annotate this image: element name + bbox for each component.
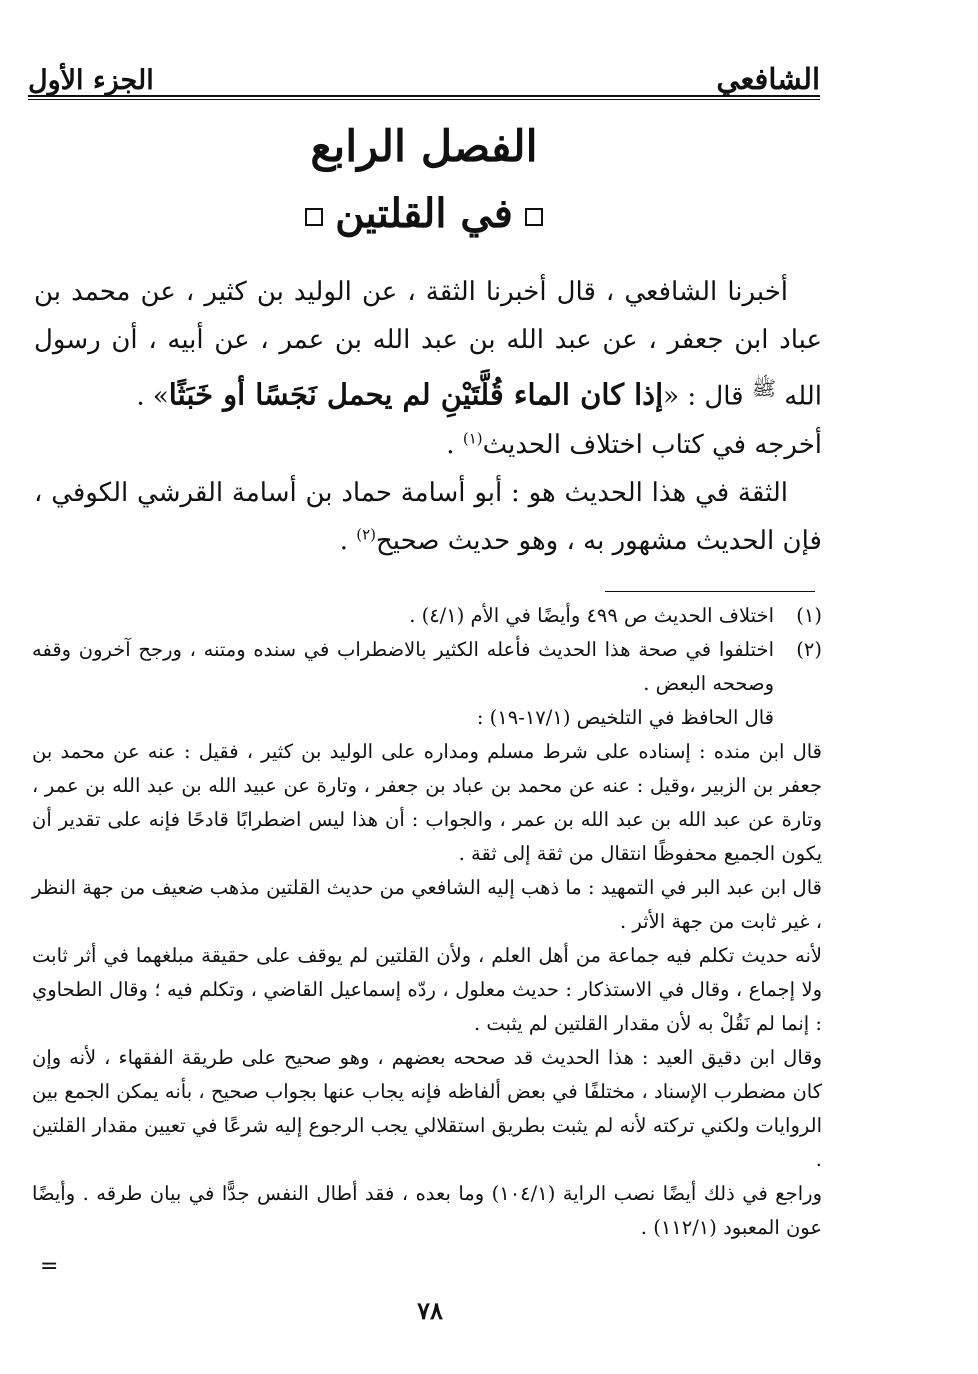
footnotes bbox=[32, 599, 822, 1245]
footnote-text: اختلاف الحديث ص ٤٩٩ وأيضًا في الأم (٤/١) . bbox=[409, 604, 774, 627]
takhrij-end: . bbox=[446, 429, 463, 460]
footnote-2 bbox=[32, 633, 822, 735]
thiqa-end: . bbox=[339, 525, 357, 556]
page-number: ٧٨ bbox=[417, 1296, 443, 1325]
quote-ibn-mandah: قال ابن منده : إسناده على شرط مسلم ومداره على الوليد بن كثير ، فقيل : عنه عن محمد بن جعفر بن الزبير ،وقيل : عنه عن محمد بن عباد بن جعفر ، وتارة عن عبيد الله بن عبد الله بن عمر ، وتارة عن عبد الله بن عبد الله بن عمر ، والجواب : أن هذا ليس اضطرابًا قادحًا فإنه على تقدير أن يكون الجميع محفوظًا انتقال من ثقة إلى ثقة . bbox=[32, 740, 822, 865]
takhrij-text: أخرجه في كتاب اختلاف الحديث bbox=[482, 429, 822, 460]
footnote-number: (٢) bbox=[796, 638, 822, 661]
isnad-qal: قال : « bbox=[663, 381, 752, 412]
hadith-close: » . bbox=[136, 381, 169, 412]
footnote-1 bbox=[32, 599, 822, 633]
isnad-text: أخبرنا الشافعي ، قال أخبرنا الثقة ، عن الوليد بن كثير ، عن محمد بن عباد ابن جعفر ، عن عبد الله بن عبد الله بن عمر ، عن أبيه ، أن رسول الله bbox=[34, 277, 822, 412]
header-rule bbox=[28, 95, 820, 100]
paragraph-takhrij bbox=[34, 421, 822, 469]
footnote-text: اختلفوا في صحة هذا الحديث فأعله الكثير بالاضطراب في سنده ومتنه ، ورجح آخرون وقفه وصححه البعض . bbox=[32, 638, 774, 695]
footnote-separator bbox=[605, 591, 815, 592]
thiqa-text: الثقة في هذا الحديث هو : أبو أسامة حماد بن أسامة القرشي الكوفي ، فإن الحديث مشهور به ، وهو حديث صحيح bbox=[34, 477, 822, 556]
running-head bbox=[28, 48, 820, 94]
hadith-text: إذا كان الماء قُلَّتَيْنِ لم يحمل نَجَسًا أو خَبَثًا bbox=[168, 377, 664, 412]
footnote-ref-1[interactable]: (١) bbox=[462, 429, 483, 447]
chapter-title: الفصل الرابع bbox=[310, 122, 538, 172]
footnote-hafiz-line: قال الحافظ في التلخيص (١٧/١-١٩) : bbox=[476, 706, 774, 729]
paragraph-thiqa bbox=[34, 469, 822, 565]
continuation-mark: = bbox=[40, 1254, 59, 1279]
chapter-subtitle bbox=[28, 192, 820, 236]
quote-istidhkar: لأنه حديث تكلم فيه جماعة من أهل العلم ، ولأن القلتين لم يوقف على حقيقة مبلغهما في أثر ثابت ولا إجماع ، وقال في الاستذكار : حديث معلول ، ردّه إسماعيل القاضي ، وتكلم فيه ؛ وقال الطحاوي : إنما لم نَقُلْ به لأن مقدار القلتين لم يثبت . bbox=[32, 944, 822, 1035]
book-title: الشافعي bbox=[716, 62, 820, 96]
quote-ibn-abd-al-barr: قال ابن عبد البر في التمهيد : ما ذهب إليه الشافعي من حديث القلتين مذهب ضعيف من جهة النظر ، غير ثابت من جهة الأثر . bbox=[32, 876, 822, 933]
footnote-body bbox=[32, 633, 774, 735]
footnote-number: (١) bbox=[796, 604, 822, 627]
quote-references: وراجع في ذلك أيضًا نصب الراية (١٠٤/١) وما بعده ، فقد أطال النفس جدًّا في بيان طرقه . وأيضًا عون المعبود (١١٢/١) . bbox=[32, 1182, 822, 1239]
footnote-ref-2[interactable]: (٢) bbox=[356, 525, 377, 543]
paragraph-isnad bbox=[34, 268, 822, 421]
square-ornament-icon bbox=[525, 208, 543, 226]
quote-ibn-daqiq: وقال ابن دقيق العيد : هذا الحديث قد صححه بعضهم ، وهو صحيح على طريقة الفقهاء ، لأنه وإن كان مضطرب الإسناد ، مختلفًا في بعض ألفاظه فإنه يجاب عنها بجواب صحيح ، بأنه يمكن الجمع بين الروايات ولكني تركته لأنه لم يثبت بطريق استقلالي يجب الرجوع إليه شرعًا في تعيين مقدار القلتين . bbox=[32, 1046, 822, 1171]
volume-label: الجزء الأول bbox=[28, 65, 154, 96]
salutation-glyph: ﷺ bbox=[751, 376, 777, 400]
square-ornament-icon bbox=[305, 208, 323, 226]
main-text bbox=[34, 268, 822, 565]
chapter-subtitle-text: في القلتين bbox=[335, 190, 513, 237]
